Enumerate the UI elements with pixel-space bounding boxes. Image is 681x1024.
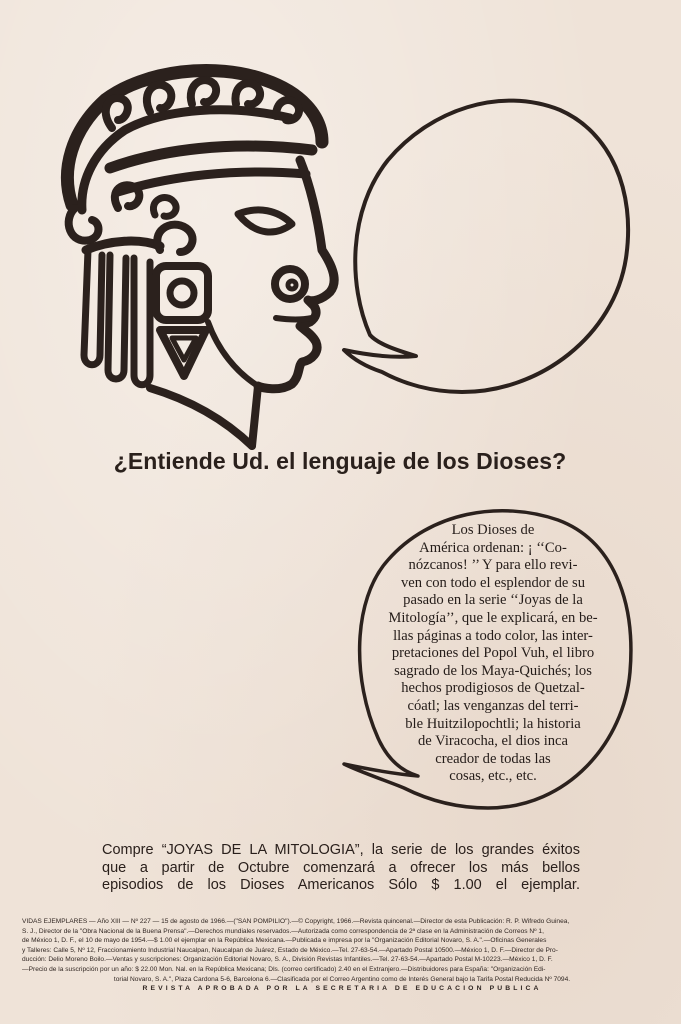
forehead-band (110, 146, 312, 168)
ear-ornament-ring (170, 281, 194, 305)
promo-text (102, 842, 580, 895)
imprint-line: torial Novaro, S. A.", Plaza Cardona 5-6, Barcelona 6.—Clasificada por el Correo Argentino como de Interés General bajo la Tarifa Postal Reducida Nº 7094. (113, 975, 571, 983)
bubble-line: Los Dioses de (451, 522, 535, 538)
bubble-line: ven con todo el esplendor de su (401, 574, 585, 591)
headdress-loop-5 (276, 100, 299, 120)
jaw-line (208, 322, 258, 386)
promo-line: Compre “JOYAS DE LA MITOLOGIA”, la serie de los grandes éxitos (102, 842, 580, 858)
imprint-line: —Precio de la suscripción por un año: $ 22.00 Mon. Nal. en la República Mexicana; Dls. (correo certificado) 2.40 en el Extranjero.—Distribuidores para España: "Organización Edi- (22, 965, 546, 973)
collar-line (150, 388, 252, 446)
bubble-line: cóatl; las venganzas del terri- (407, 697, 579, 714)
bubble-line: Mitología’’, que le explicará, en be- (388, 609, 598, 626)
imprint-line: ducción: Delio Moreno Boilo.—Ventas y suscripciones: Organización Editorial Novaro, S. A., División Revistas Infantiles.—Tel. 27-63-54.—Apartado Postal M-10223.—México 1, D. F. (22, 956, 553, 964)
eye-icon (238, 210, 292, 232)
mouth (276, 318, 312, 320)
bubble-line: ble Huitzilopochtli; la historia (405, 715, 581, 732)
bubble-line: América ordenan: ¡ ‘‘Co- (419, 539, 567, 556)
headdress-loop-2 (147, 85, 171, 112)
imprint-line: de México 1, D. F., el 10 de mayo de 1954.—$ 1.00 el ejemplar en la República Mexicana.—Publicada e impresa por la "Organización Editorial Novaro, S. A.".—Oficinas Generales (22, 937, 547, 945)
imprint-line: y Talleres: Calle 5, Nº 12, Fraccionamiento Industrial Naucalpan, Naucalpan de Juárez, Estado de México.—Tel. 27-63-54.—Apartado Postal 10500.—México 1, D. F.—Director de Pro- (22, 946, 558, 954)
head-loop-right (153, 198, 176, 217)
bubble-line: cosas, etc., etc. (449, 768, 537, 785)
imprint-line: S. J., Director de la "Obra Nacional de la Buena Prensa".—Derechos mundiales reservados.—Autorizada como correspondencia de 2ª clase en la Administración de Correos Nº 1, (22, 927, 544, 935)
nose-ornament-center (288, 281, 296, 289)
bubble-line: hechos prodigiosos de Quetzal- (401, 680, 585, 697)
headdress-loop-4 (235, 83, 260, 104)
bubble-text (362, 522, 624, 786)
head-loop-mid (115, 185, 139, 208)
bubble-line: sagrado de los Maya-Quichés; los (394, 662, 592, 679)
hair-strand-1 (84, 250, 102, 365)
headline: ¿Entiende Ud. el lenguaje de los Dioses? (113, 448, 567, 474)
bubble-line: pretaciones del Popol Vuh, el libro (391, 645, 595, 662)
forehead-band-2 (118, 172, 306, 192)
bubble-line: nózcanos! ’’ Y para ello revi- (408, 557, 578, 574)
hair-strand-3 (134, 258, 150, 385)
bubble-line: llas páginas a todo color, las inter- (393, 627, 593, 644)
bubble-line: creador de todas las (435, 750, 551, 767)
promo-line: episodios de los Dioses Americanos Sólo $ 1.00 el ejemplar. (102, 877, 580, 893)
imprint-line: VIDAS EJEMPLARES — Año XIII — Nº 227 — 15 de agosto de 1966.—("SAN POMPILIO").—© Copyright, 1966.—Revista quincenal.—Director de esta Publicación: R. P. Wifredo Guinea, (22, 918, 570, 925)
bubble-line: pasado en la serie ‘‘Joyas de la (403, 592, 583, 609)
top-speech-bubble (344, 101, 628, 392)
hair-strand-2 (108, 255, 126, 379)
approval-line: REVISTA APROBADA POR LA SECRETARIA DE EDUCACION PUBLICA (142, 985, 542, 992)
headdress-loop-3 (191, 80, 216, 104)
promo-line: que a partir de Octubre comenzará a ofrecer los más bellos (102, 859, 580, 876)
imprint-text (22, 917, 662, 984)
neck-line (252, 386, 258, 446)
ear-ornament-square (156, 266, 208, 320)
headdress-loop-1 (106, 98, 128, 128)
hair-beads (86, 241, 160, 250)
bubble-line: de Viracocha, el dios inca (418, 733, 568, 750)
ear-top-curl (157, 225, 192, 252)
